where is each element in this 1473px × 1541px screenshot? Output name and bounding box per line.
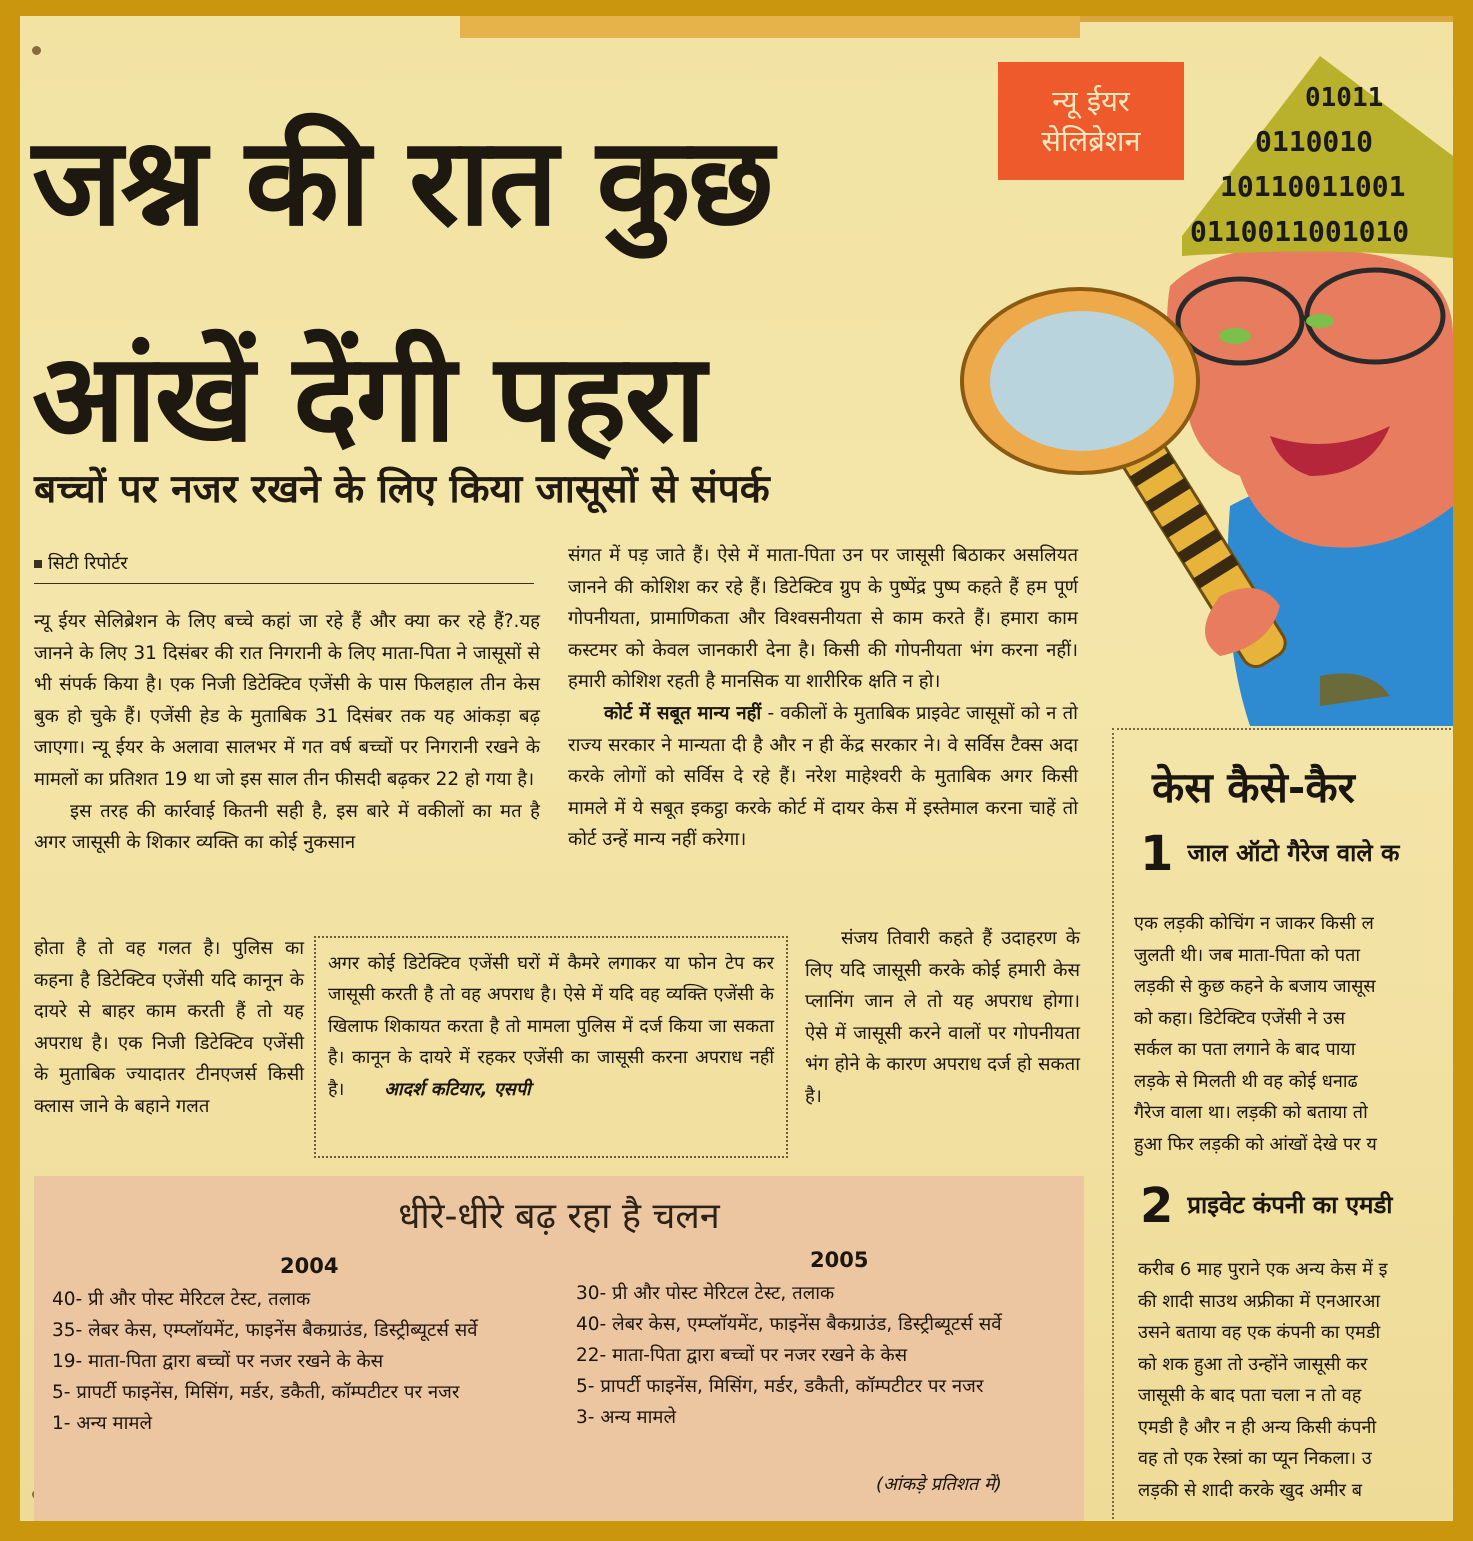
byline-text: सिटी रिपोर्टर — [48, 553, 128, 574]
case-2-line: एमडी है और न ही अन्य किसी कंपनी — [1138, 1416, 1377, 1438]
article-column-2-bottom — [805, 923, 1080, 1113]
stats-item-2005: 40- लेबर केस, एम्प्लॉयमेंट, फाइनेंस बैकग्राउंड, डिस्ट्रीब्यूटर्स सर्वे — [576, 1314, 1002, 1335]
stats-list-2004 — [52, 1284, 562, 1439]
court-evidence-subhead: कोर्ट में सबूत मान्य नहीं — [604, 702, 762, 724]
article-paragraph-2a: इस तरह की कार्रवाई कितनी सही है, इस बारे में वकीलों का मत है अगर जासूसी के शिकार व्यक्ति का कोई नुकसान — [34, 800, 540, 854]
case-2-text — [1138, 1254, 1387, 1506]
case-2-line: जासूसी के बाद पता चला न तो वह — [1138, 1385, 1362, 1406]
subheadline: बच्चों पर नजर रखने के लिए किया जासूसों से संपर्क — [34, 467, 770, 512]
stats-title: धीरे-धीरे बढ़ रहा है चलन — [398, 1196, 720, 1237]
case-1-line: लड़के से मिलती थी वह कोई धनाढ — [1134, 1070, 1358, 1092]
case-1-line: को कहा। डिटेक्टिव एजेंसी ने उस — [1134, 1007, 1346, 1029]
stats-item-2005: 22- माता-पिता द्वारा बच्चों पर नजर रखने के केस — [576, 1345, 908, 1366]
case-1-line: लड़की से कुछ कहने के बजाय जासूस — [1134, 976, 1376, 997]
hat-binary-1: 01011 — [1305, 83, 1384, 113]
eye-left — [1219, 328, 1251, 344]
eye-right — [1306, 314, 1334, 328]
case-2-line: की शादी साउथ अफ्रीका में एनआरआ — [1138, 1290, 1381, 1312]
top-color-strip-right — [1080, 16, 1453, 22]
case-2-heading — [1140, 1178, 1393, 1234]
byline — [34, 551, 534, 584]
hat-binary-3: 10110011001 — [1220, 170, 1406, 203]
case-2-line: करीब 6 माह पुराने एक अन्य केस में इ — [1138, 1259, 1388, 1280]
stats-item-2004: 19- माता-पिता द्वारा बच्चों पर नजर रखने के केस — [52, 1351, 384, 1372]
year-2004-label: 2004 — [280, 1254, 339, 1278]
badge-line-2: सेलिब्रेशन — [1041, 124, 1141, 158]
article-column-2 — [568, 540, 1078, 856]
case-2-line: वह तो एक रेस्त्रां का प्यून निकला। उ — [1138, 1448, 1372, 1469]
magnifier-lens — [990, 311, 1174, 451]
stats-item-2004: 1- अन्य मामले — [52, 1413, 152, 1434]
article-column-1-top — [34, 606, 540, 859]
case-2-line: लड़की से शादी करके खुद अमीर ब — [1138, 1479, 1363, 1501]
quote-author: आदर्श कटियार, एसपी — [384, 1078, 531, 1100]
detective-face — [1167, 248, 1453, 548]
pin-hole — [32, 46, 41, 55]
case-1-line: गैरेज वाला था। लड़की को बताया तो — [1134, 1102, 1368, 1123]
headline-line-1: जश्न की रात कुछ — [32, 111, 772, 253]
stats-item-2004: 40- प्री और पोस्ट मेरिटल टेस्ट, तलाक — [52, 1289, 311, 1310]
headline-line-2: आंखें देंगी पहरा — [32, 327, 705, 469]
case-1-text — [1134, 908, 1377, 1160]
article-paragraph-5: संजय तिवारी कहते हैं उदाहरण के लिए यदि जासूसी करके कोई हमारी केस प्लानिंग जान ले तो यह अपराध होगा। ऐसे में जासूसी करने वालों पर गोपनीयता भंग होने के कारण अपराध दर्ज हो सकता है। — [805, 928, 1080, 1107]
article-paragraph-4: - वकीलों के मुताबिक प्राइवेट जासूसों को न तो राज्य सरकार ने मान्यता दी है और न ही केंद्र सरकार ने। वे सर्विस टैक्स अदा करके लोगों को सर्विस दे रहे हैं। नरेश माहेश्वरी के मुताबिक अगर किसी मामले में ये सबूत इकट्ठा करके कोर्ट में दायर केस में इस्तेमाल करना चाहें तो कोर्ट उन्हें मान्य नहीं करेगा। — [568, 702, 1078, 851]
stats-note: (आंकड़े प्रतिशत में) — [876, 1474, 1002, 1495]
article-paragraph-2b: होता है तो वह गलत है। पुलिस का कहना है डिटेक्टिव एजेंसी यदि कानून के दायरे से बाहर काम करती हैं तो यह अपराध है। एक निजी डिटेक्टिव एजेंसी के मुताबिक ज्यादातर टीनएजर्स किसी क्लास जाने के बहाने गलत — [34, 938, 304, 1117]
case-1-title: जाल ऑटो गैरेज वाले क — [1187, 839, 1400, 867]
case-2-line: उसने बताया वह एक कंपनी का एमडी — [1138, 1322, 1381, 1343]
article-paragraph-3: संगत में पड़ जाते हैं। ऐसे में माता-पिता उन पर जासूसी बिठाकर असलियत जानने की कोशिश कर रहे हैं। डिटेक्टिव ग्रुप के पुष्पेंद्र पुष्प कहते हैं हम पूर्ण गोपनीयता, प्रामाणिकता और विश्वसनीयता से काम करते हैं। हमारा काम कस्टमर को केवल जानकारी देना है। किसी की गोपनीयता भंग करना नहीं। हमारी कोशिश रहती है मानसिक या शारीरिक क्षति न हो। — [568, 545, 1078, 693]
headline — [32, 74, 982, 506]
case-1-number: 1 — [1140, 826, 1174, 882]
case-1-line: एक लड़की कोचिंग न जाकर किसी ल — [1134, 913, 1374, 934]
police-quote-box — [314, 936, 788, 1158]
top-color-strip — [460, 16, 1080, 38]
case-2-number: 2 — [1140, 1178, 1174, 1234]
stats-item-2004: 5- प्रापर्टी फाइनेंस, मिसिंग, मर्डर, डकैती, कॉम्पटीटर पर नजर — [52, 1382, 460, 1403]
sidebar-title: केस कैसे-कैर — [1152, 763, 1355, 812]
hat-binary-4: 0110011001010 — [1190, 215, 1410, 248]
case-2-line: को शक हुआ तो उन्होंने जासूसी कर — [1138, 1353, 1368, 1375]
case-2-title: प्राइवेट कंपनी का एमडी — [1187, 1191, 1393, 1219]
stats-list-2005 — [576, 1278, 1076, 1433]
case-examples-sidebar — [1112, 728, 1453, 1521]
stats-box — [34, 1176, 1084, 1521]
year-2005-label: 2005 — [810, 1248, 869, 1272]
stats-item-2005: 5- प्रापर्टी फाइनेंस, मिसिंग, मर्डर, डकैती, कॉम्पटीटर पर नजर — [576, 1376, 984, 1397]
stats-item-2005: 30- प्री और पोस्ट मेरिटल टेस्ट, तलाक — [576, 1283, 835, 1304]
stats-item-2005: 3- अन्य मामले — [576, 1407, 676, 1428]
hat-binary-2: 0110010 — [1255, 125, 1374, 158]
article-paragraph-1: न्यू ईयर सेलिब्रेशन के लिए बच्चे कहां जा रहे हैं और क्या कर रहे हैं?.यह जानने के लिए 31 दिसंबर की रात निगरानी के लिए माता-पिता ने जासूसों से भी संपर्क किया है। एक निजी डिटेक्टिव एजेंसी के पास फिलहाल तीन केस बुक हो चुके हैं। एजेंसी हेड के मुताबिक 31 दिसंबर तक यह आंकड़ा बढ़ जाएगा। न्यू ईयर के अलावा सालभर में गत वर्ष बच्चों पर निगरानी रखने के मामलों का प्रतिशत 19 था जो इस साल तीन फीसदी बढ़कर 22 हो गया है। — [34, 611, 540, 790]
quote-text: अगर कोई डिटेक्टिव एजेंसी घरों में कैमरे लगाकर या फोन टेप कर जासूसी करती है तो वह अपराध है। ऐसे में यदि वह व्यक्ति एजेंसी के खिलाफ शिकायत करता है तो मामला पुलिस में दर्ज किया जा सकता है। कानून के दायरे में रहकर एजेंसी का जासूसी करना अपराध नहीं है। — [328, 953, 774, 1100]
case-1-line: जुलती थी। जब माता-पिता को पता — [1134, 944, 1360, 966]
stats-item-2004: 35- लेबर केस, एम्प्लॉयमेंट, फाइनेंस बैकग्राउंड, डिस्ट्रीब्यूटर्स सर्वे — [52, 1320, 478, 1341]
case-1-line: सर्कल का पता लगाने के बाद पाया — [1134, 1039, 1356, 1060]
case-1-heading — [1140, 826, 1399, 882]
bullet-square-icon — [34, 560, 42, 568]
article-column-1-bottom — [34, 933, 304, 1123]
case-1-line: हुआ फिर लड़की को आंखों देखे पर य — [1134, 1133, 1377, 1155]
newspaper-clipping — [20, 16, 1453, 1521]
badge-line-1: न्यू ईयर — [1052, 84, 1130, 118]
